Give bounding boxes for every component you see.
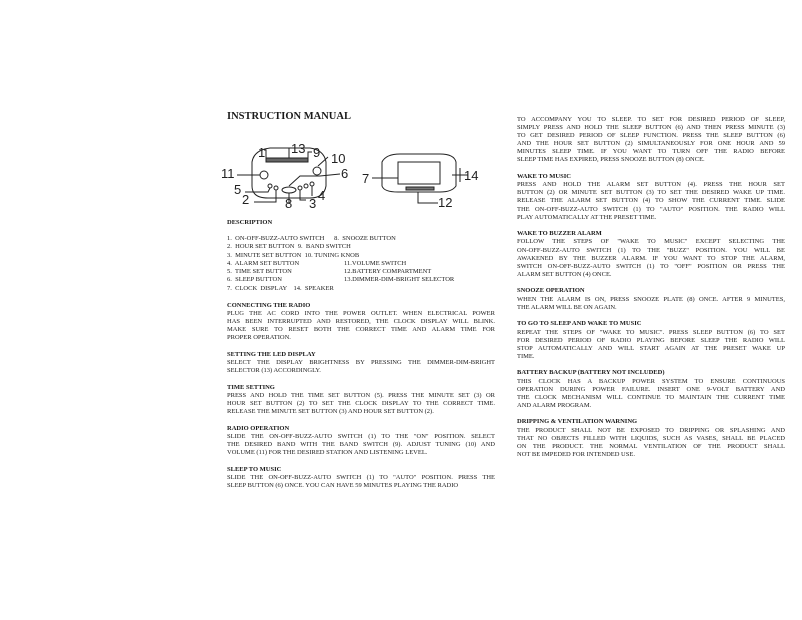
body-line: FOR DESIRED PERIOD OF RADIO PLAYING BEFORE SLEEP THE RADIO WILL <box>517 336 785 344</box>
item-right: 10. TUNING KNOB <box>301 251 360 259</box>
body-line: THE DESIRED BAND WITH THE BAND SWITCH (9). ADJUST TUNING (10) AND <box>227 440 495 448</box>
body-line: ON-OFF-BUZZ-AUTO SWITCH (1) TO THE "BUZZ" POSITION. YOU WILL BE <box>517 246 785 254</box>
switch-slot <box>266 158 308 162</box>
body-line: AWAKENED BY THE BUZZER ALARM. IF YOU WANT TO STOP THE ALARM, <box>517 254 785 262</box>
body-line: TO ACCOMPANY YOU TO SLEEP. TO SET FOR DESIRED PERIOD OF SLEEP, <box>517 116 785 123</box>
item-right: 13.DIMMER-DIM-BRIGHT SELECTOR <box>344 276 455 284</box>
body-line: THIS CLOCK HAS A BACKUP POWER SYSTEM TO ENSURE CONTINUOUS <box>517 377 785 385</box>
item-left: 5. TIME SET BUTTON <box>227 268 292 276</box>
manual-section <box>517 320 785 361</box>
back-view-diagram <box>372 154 468 203</box>
callout-11: 11 <box>221 166 235 181</box>
section-heading: WAKE TO MUSIC <box>517 173 571 181</box>
item-right: 8. SNOOZE BUTTON <box>324 235 396 242</box>
callout-4: 4 <box>318 188 326 203</box>
volume-knob <box>260 171 268 179</box>
body-line: SELECT THE DISPLAY BRIGHTNESS BY PRESSING THE DIMMER-DIM-BRIGHT <box>227 358 495 366</box>
item-right: 9. BAND SWITCH <box>294 243 351 251</box>
manual-section <box>517 287 785 311</box>
body-line: VOLUME (11) FOR THE DESIRED STATION AND LISTENING LEVEL. <box>227 448 428 456</box>
manual-section <box>227 302 495 343</box>
body-line: PLUG THE AC CORD INTO THE POWER OUTLET. WHEN ELECTRICAL POWER <box>227 309 495 317</box>
callout-10: 10 <box>331 151 346 166</box>
description-item <box>227 276 495 284</box>
callout-13: 13 <box>291 141 306 156</box>
item-right: 11.VOLUME SWITCH <box>344 259 407 267</box>
body-line: SLIDE THE ON-OFF-BUZZ-AUTO SWITCH (1) TO "AUTO" POSITION. PRESS THE <box>227 473 495 481</box>
item-left: 2. HOUR SET BUTTON <box>227 243 295 251</box>
item-left: 4. ALARM SET BUTTON <box>227 259 300 267</box>
callout-3: 3 <box>309 196 317 211</box>
description-item <box>227 243 495 251</box>
document-title: INSTRUCTION MANUAL <box>227 111 351 122</box>
description-item <box>227 252 495 260</box>
body-line: PRESS AND HOLD THE ALARM SET BUTTON (4). PRESS THE HOUR SET <box>517 181 785 189</box>
body-line: ALARM SET BUTTON (4) ONCE. <box>517 270 612 278</box>
body-line: WHEN THE ALARM IS ON, PRESS SNOOZE PLATE (8) ONCE. AFTER 9 MINUTES, <box>517 295 785 303</box>
callout-1: 1 <box>258 145 266 160</box>
manual-section <box>517 173 785 222</box>
body-line: PROPER OPERATION. <box>227 334 291 342</box>
body-line: SIMPLY PRESS AND HOLD THE SLEEP BUTTON (6) AND THEN PRESS MINUTE (3) <box>517 124 785 132</box>
description-section <box>227 219 495 293</box>
right-column <box>517 116 785 468</box>
tuning-knob <box>313 167 321 175</box>
clock-display-window <box>398 162 440 184</box>
body-line: BUTTON (2) OR MINUTE SET BUTTON (3) TO SET THE DESIRED WAKE UP TIME. <box>517 189 785 197</box>
callout-14: 14 <box>464 168 479 183</box>
section-heading: CONNECTING THE RADIO <box>227 301 311 309</box>
description-item <box>227 268 495 276</box>
callout-7: 7 <box>362 171 370 186</box>
body-line: SLEEP TIME HAS EXPIRED, PRESS SNOOZE BUTTON (8) ONCE. <box>517 156 705 164</box>
item-left: 3. MINUTE SET BUTTON <box>227 251 302 259</box>
body-line: TO GET DESIRED PERIOD OF SLEEP FUNCTION. PRESS THE SLEEP BUTTON (6) <box>517 132 785 140</box>
body-line: FOLLOW THE STEPS OF "WAKE TO MUSIC" EXCEPT SELECTING THE <box>517 238 785 246</box>
right-sections <box>517 116 785 459</box>
body-line: THE CLOCK MECHANISM WILL CONTINUE TO MAINTAIN THE CURRENT TIME <box>517 393 785 401</box>
item-right: 14. SPEAKER <box>287 284 334 292</box>
manual-section <box>517 418 785 459</box>
body-line: AND THE HOUR SET BUTTON (2) SIMULTANEOUSLY FOR ONE HOUR AND 59 <box>517 140 785 148</box>
left-column <box>227 219 495 498</box>
body-line: MINUTES SLEEP TIME. IF YOU WANT TO TURN OFF THE RADIO BEFORE <box>517 148 785 156</box>
radio-body-back <box>382 154 456 192</box>
item-left: 1. ON-OFF-BUZZ-AUTO SWITCH <box>227 235 325 242</box>
body-line: REPEAT THE STEPS OF "WAKE TO MUSIC". PRESS SLEEP BUTTON (6) TO SET <box>517 328 785 336</box>
manual-section <box>227 425 495 457</box>
body-line: PLAY AUTOMATICALLY AT THE PRESET TIME. <box>517 213 657 221</box>
description-item <box>227 260 495 268</box>
section-heading: WAKE TO BUZZER ALARM <box>517 230 602 238</box>
manual-section <box>227 466 495 490</box>
battery-compartment <box>406 187 434 190</box>
snooze-plate <box>282 187 296 193</box>
body-line: SELECTOR (13) ACCORDINGLY. <box>227 366 321 374</box>
body-line: RELEASE THE MINUTE SET BUTTON (3) AND HOUR SET BUTTON (2). <box>227 407 434 415</box>
section-heading: DESCRIPTION <box>227 219 273 226</box>
section-heading: SLEEP TO MUSIC <box>227 465 282 473</box>
section-heading: RADIO OPERATION <box>227 424 290 432</box>
callout-5: 5 <box>234 182 242 197</box>
description-list <box>227 235 495 293</box>
body-line: PRESS AND HOLD THE TIME SET BUTTON (5). PRESS THE MINUTE SET (3) OR <box>227 391 495 399</box>
body-line: AND ALARM PROGRAM. <box>517 401 592 409</box>
section-heading: SETTING THE LED DISPLAY <box>227 350 316 358</box>
section-heading: TIME SETTING <box>227 383 275 391</box>
body-line: RELEASE THE ALARM SET BUTTON (4) TO SHOW THE CURRENT TIME. SLIDE <box>517 197 785 205</box>
section-heading: SNOOZE OPERATION <box>517 287 585 295</box>
body-line: SLEEP BUTTON (6) ONCE. YOU CAN HAVE 59 MINUTES PLAYING THE RADIO <box>227 481 459 489</box>
manual-section <box>517 230 785 279</box>
body-line: THE PRODUCT SHALL NOT BE EXPOSED TO DRIPPING OR SPLASHING AND <box>517 426 785 434</box>
body-line: SWITCH ON-OFF-BUZZ-AUTO SWITCH (1) TO "OFF" POSITION OR PRESS THE <box>517 262 785 270</box>
body-line: OPERATION DURING POWER FAILURE. INSERT ONE 9-VOLT BATTERY AND <box>517 385 785 393</box>
section-heading: DRIPPING & VENTILATION WARNING <box>517 418 638 426</box>
body-line: HOUR SET BUTTON (2) TO SET THE CLOCK DISPLAY TO THE CORRECT TIME. <box>227 399 495 407</box>
item-left: 6. SLEEP BUTTON <box>227 276 282 284</box>
callout-12: 12 <box>438 195 453 210</box>
section-heading: BATTERY BACKUP (BATTERY NOT INCLUDED) <box>517 369 665 377</box>
item-left: 7. CLOCK DISPLAY <box>227 284 288 292</box>
callout-6: 6 <box>341 166 349 181</box>
body-line: ON THE PRODUCT. THE NORMAL VENTILATION OF THE PRODUCT SHALL <box>517 442 785 450</box>
body-line: HAS BEEN INTERRUPTED AND RESTORED, THE CLOCK DISPLAY WILL BLINK. <box>227 317 495 325</box>
manual-section <box>227 384 495 416</box>
callout-8: 8 <box>285 196 293 211</box>
section-heading: TO GO TO SLEEP AND WAKE TO MUSIC <box>517 320 642 328</box>
body-line: TIME. <box>517 352 535 360</box>
body-line: NOT BE IMPEDED FOR INTENDED USE. <box>517 450 635 458</box>
description-item <box>227 285 495 293</box>
manual-section <box>517 116 785 165</box>
body-line: SLIDE THE ON-OFF-BUZZ-AUTO SWITCH (1) TO THE "ON" POSITION. SELECT <box>227 432 495 440</box>
body-line: THE ON-OFF-BUZZ-AUTO SWITCH (1) TO "AUTO" POSITION. THE RADIO WILL <box>517 205 785 213</box>
manual-section <box>517 369 785 410</box>
body-line: THE ALARM WILL BE ON AGAIN. <box>517 303 617 311</box>
left-sections <box>227 302 495 490</box>
body-line: THAT NO OBJECTS FILLED WITH LIQUIDS, SUCH AS VASES, SHALL BE PLACED <box>517 434 785 442</box>
body-line: STOP AUTOMATICALLY AND WILL START AGAIN AT THE PRESET WAKE UP <box>517 344 785 352</box>
body-line: MAKE SURE TO RESET BOTH THE CORRECT TIME AND ALARM TIME FOR <box>227 325 495 333</box>
callout-2: 2 <box>242 192 250 207</box>
item-right: 12.BATTERY COMPARTMENT <box>344 268 432 276</box>
manual-section <box>227 351 495 375</box>
callout-9: 9 <box>313 145 321 160</box>
description-item <box>227 235 495 243</box>
